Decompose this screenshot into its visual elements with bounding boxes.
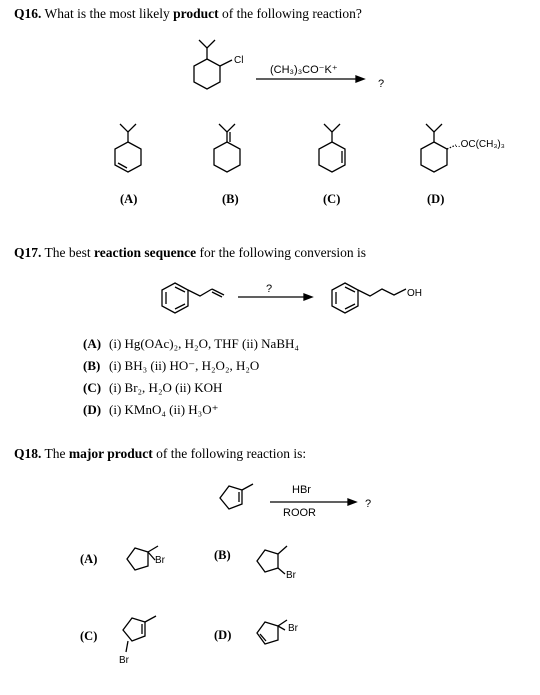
q17-reaction-arrow	[238, 292, 318, 302]
q18-unknown-product: ?	[365, 498, 372, 510]
q18-option-c-br: Br	[119, 655, 129, 666]
q17-text-post: for the following conversion is	[196, 245, 366, 260]
q17-choice-d-label: (D)	[83, 402, 102, 417]
q16-text-pre: What is the most likely	[44, 6, 174, 21]
q16-option-d-group-text: OC(CH₃)₃	[460, 139, 505, 150]
q16-reactant-structure	[185, 32, 255, 102]
q16-option-d-label: (D)	[427, 192, 445, 206]
q18-text-pre: The	[44, 446, 69, 461]
q16-unknown-product: ?	[378, 78, 385, 90]
q17-choice-b-label: (B)	[83, 358, 101, 373]
q16-option-c-structure	[318, 120, 358, 182]
q18-reactant-structure	[215, 478, 265, 514]
q16-reaction-arrow	[256, 74, 366, 84]
q17-text-pre: The best	[44, 245, 95, 260]
q17-question	[14, 245, 366, 261]
q16-option-a-label: (A)	[120, 192, 138, 206]
q16-text-bold: product	[173, 6, 219, 21]
q17-choice-a	[83, 336, 299, 352]
q17-choice-b	[83, 358, 259, 374]
q17-choice-a-label: (A)	[83, 336, 102, 351]
q16-reagent: (CH₃)₃CO⁻K⁺	[270, 64, 338, 76]
q16-reactant-cl-label: Cl	[234, 55, 244, 66]
q17-choice-c	[83, 380, 222, 396]
q18-number: Q18.	[14, 446, 42, 461]
q16-option-d-structure	[420, 120, 470, 182]
q16-question	[14, 6, 362, 22]
q18-option-d-br: Br	[288, 623, 298, 634]
q18-option-c-label: (C)	[80, 629, 98, 643]
q16-text-post: of the following reaction?	[218, 6, 362, 21]
q16-option-c-label: (C)	[323, 192, 341, 206]
q18-text-post: of the following reaction is:	[152, 446, 307, 461]
q18-option-d-label: (D)	[214, 628, 232, 642]
q16-option-b-label: (B)	[222, 192, 239, 206]
q16-number: Q16.	[14, 6, 42, 21]
q17-choice-d-text: (i) KMnO₄ (ii) H₃O⁺	[109, 402, 219, 417]
q18-reaction-arrow	[270, 497, 360, 507]
q17-choice-c-text: (i) Br₂, H₂O (ii) KOH	[109, 380, 223, 395]
q18-option-c-structure	[118, 610, 168, 660]
q16-option-a-structure	[114, 120, 154, 182]
q17-reactant-structure	[160, 278, 240, 318]
q18-reagent-bottom: ROOR	[283, 507, 316, 519]
q17-choice-d	[83, 402, 218, 418]
q17-choice-c-label: (C)	[83, 380, 102, 395]
q18-reagent-top: HBr	[292, 484, 311, 496]
q17-choice-a-text: (i) Hg(OAc)₂, H₂O, THF (ii) NaBH₄	[109, 336, 299, 351]
q16-option-d-group: ..OC(CH₃)₃	[455, 139, 505, 150]
q18-question	[14, 446, 306, 462]
q17-choice-b-text: (i) BH₃ (ii) HO⁻, H₂O₂, H₂O	[109, 358, 260, 373]
q18-option-b-br: Br	[286, 570, 296, 581]
q18-text-bold: major product	[68, 446, 153, 461]
q18-option-b-structure	[255, 538, 305, 578]
q18-option-a-structure	[125, 538, 175, 574]
q17-arrow-label: ?	[266, 283, 273, 295]
q17-text-bold: reaction sequence	[94, 245, 197, 260]
q18-option-a-br: Br	[155, 555, 165, 566]
q18-option-b-label: (B)	[214, 548, 231, 562]
q16-option-b-structure	[213, 120, 253, 182]
q17-product-oh-label: OH	[407, 288, 422, 299]
q17-number: Q17.	[14, 245, 42, 260]
q18-option-a-label: (A)	[80, 552, 98, 566]
